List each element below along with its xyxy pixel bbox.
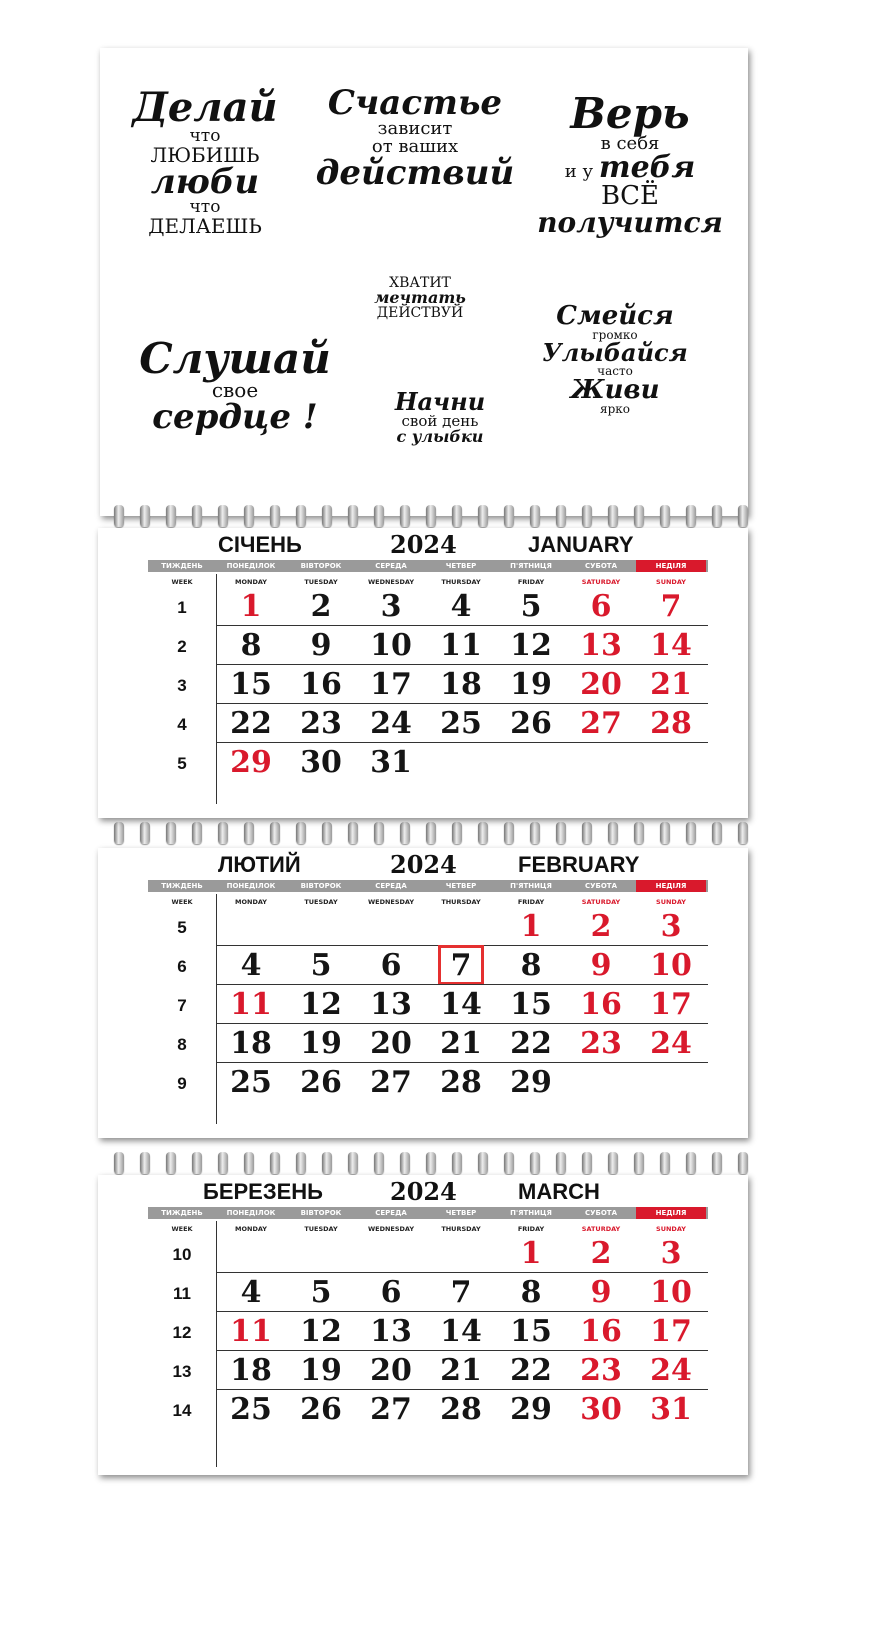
binding-ring xyxy=(504,822,514,844)
day-cell[interactable]: 10 xyxy=(650,1275,692,1310)
day-cell[interactable]: 24 xyxy=(650,1353,692,1388)
day-cell[interactable]: 14 xyxy=(440,1314,482,1349)
weekday-ua: НЕДІЛЯ xyxy=(636,560,706,572)
binding-ring xyxy=(374,1152,384,1174)
binding-ring xyxy=(114,822,124,844)
binding-ring xyxy=(608,1152,618,1174)
week-row xyxy=(148,744,708,782)
day-cell[interactable]: 11 xyxy=(230,1314,272,1349)
weekday-ua: ПОНЕДІЛОК xyxy=(226,562,276,570)
week-number: 14 xyxy=(172,1401,192,1420)
day-cell[interactable]: 7 xyxy=(660,589,682,624)
weekday-ua: ЧЕТВЕР xyxy=(445,1209,477,1217)
day-cell[interactable]: 6 xyxy=(380,1275,402,1310)
day-cell[interactable]: 5 xyxy=(310,1275,332,1310)
day-cell[interactable]: 31 xyxy=(650,1392,692,1427)
day-cell[interactable]: 30 xyxy=(300,745,342,780)
weekday-ua: НЕДІЛЯ xyxy=(636,880,706,892)
day-cell[interactable]: 12 xyxy=(300,987,342,1022)
weekday-ua: СЕРЕДА xyxy=(375,882,407,890)
binding-ring xyxy=(218,505,228,527)
week-number: 3 xyxy=(177,676,187,695)
day-cell[interactable]: 19 xyxy=(300,1026,342,1061)
week-row xyxy=(148,705,708,743)
day-cell[interactable]: 20 xyxy=(370,1026,412,1061)
week-number: 5 xyxy=(177,754,187,773)
day-cell[interactable]: 12 xyxy=(300,1314,342,1349)
binding-ring xyxy=(686,505,696,527)
week-number: 9 xyxy=(177,1074,187,1093)
week-number: 7 xyxy=(177,996,187,1015)
binding-ring xyxy=(556,822,566,844)
week-number: 5 xyxy=(177,918,187,937)
week-label-en: WEEK xyxy=(171,1225,193,1233)
week-row xyxy=(148,1274,708,1312)
binding-ring xyxy=(712,822,722,844)
weekday-en: SATURDAY xyxy=(581,898,621,906)
binding-ring xyxy=(166,822,176,844)
week-row xyxy=(148,1391,708,1429)
day-cell[interactable]: 2 xyxy=(590,909,612,944)
quote-listen-heart: Слушай свое сердце ! xyxy=(139,334,331,437)
weekday-ua: СЕРЕДА xyxy=(375,562,407,570)
day-cell[interactable]: 13 xyxy=(370,987,412,1022)
weekday-ua: ВІВТОРОК xyxy=(300,1209,342,1217)
binding-ring xyxy=(244,1152,254,1174)
month-year: 2024 xyxy=(390,530,457,559)
day-cell[interactable]: 9 xyxy=(590,1275,612,1310)
weekday-ua: ВІВТОРОК xyxy=(300,562,342,570)
day-cell[interactable]: 29 xyxy=(510,1065,552,1100)
weekday-ua: ЧЕТВЕР xyxy=(445,882,477,890)
row-divider xyxy=(216,1272,708,1273)
binding-ring xyxy=(556,1152,566,1174)
binding-ring xyxy=(348,505,358,527)
weekday-en: THURSDAY xyxy=(441,898,481,906)
weekday-ua: СЕРЕДА xyxy=(375,1209,407,1217)
day-cell[interactable]: 26 xyxy=(300,1065,342,1100)
day-cell[interactable]: 16 xyxy=(580,1314,622,1349)
weekday-ua: СУБОТА xyxy=(584,882,617,890)
week-row xyxy=(148,1235,708,1273)
day-cell[interactable]: 17 xyxy=(650,1314,692,1349)
week-number: 6 xyxy=(177,957,187,976)
binding-ring xyxy=(660,505,670,527)
month-block xyxy=(98,848,748,1138)
weekday-en: WEDNESDAY xyxy=(367,898,415,906)
quote-happiness: Счастье зависит от ваших действий xyxy=(315,83,515,193)
binding-ring xyxy=(296,822,306,844)
day-cell[interactable]: 27 xyxy=(370,1065,412,1100)
day-cell[interactable]: 6 xyxy=(590,589,612,624)
weekday-ua: П'ЯТНИЦЯ xyxy=(510,882,552,890)
day-cell[interactable]: 27 xyxy=(580,706,622,741)
day-cell[interactable]: 24 xyxy=(370,706,412,741)
day-cell[interactable]: 28 xyxy=(440,1392,482,1427)
binding-ring xyxy=(192,1152,202,1174)
row-divider xyxy=(216,984,708,985)
day-cell[interactable]: 3 xyxy=(380,589,402,624)
week-label-ua: ТИЖДЕНЬ xyxy=(161,1209,203,1217)
weekday-ua: П'ЯТНИЦЯ xyxy=(510,1209,552,1217)
binding-ring xyxy=(192,822,202,844)
binding-ring xyxy=(582,505,592,527)
weekday-ua: СУБОТА xyxy=(584,1209,617,1217)
binding-ring xyxy=(270,1152,280,1174)
day-cell[interactable]: 26 xyxy=(300,1392,342,1427)
week-label-en: WEEK xyxy=(171,898,193,906)
day-cell[interactable]: 18 xyxy=(230,1026,272,1061)
binding-ring xyxy=(400,1152,410,1174)
weekday-ua: СУБОТА xyxy=(584,562,617,570)
weekday-en: WEDNESDAY xyxy=(367,578,415,586)
quote-do-what-you-love: Делай что ЛЮБИШЬ люби что ДЕЛАЕШЬ xyxy=(132,84,278,238)
binding-ring xyxy=(426,822,436,844)
day-cell[interactable]: 23 xyxy=(300,706,342,741)
day-cell[interactable]: 5 xyxy=(520,589,542,624)
day-cell[interactable]: 8 xyxy=(520,1275,542,1310)
weekday-ua: П'ЯТНИЦЯ xyxy=(510,562,552,570)
week-row xyxy=(148,947,708,985)
weekday-en: FRIDAY xyxy=(517,578,545,586)
binding-ring xyxy=(530,1152,540,1174)
day-cell[interactable]: 4 xyxy=(450,589,472,624)
binding-ring xyxy=(634,505,644,527)
row-divider xyxy=(216,703,708,704)
day-cell[interactable]: 29 xyxy=(510,1392,552,1427)
quote-stop-dreaming: ХВАТИТ мечтать ДЕЙСТВУЙ xyxy=(374,275,466,321)
binding-ring xyxy=(478,505,488,527)
weekday-en: FRIDAY xyxy=(517,898,545,906)
day-cell[interactable]: 2 xyxy=(590,1236,612,1271)
day-cell[interactable]: 25 xyxy=(440,706,482,741)
binding-ring xyxy=(478,1152,488,1174)
binding-ring xyxy=(738,505,748,527)
week-number: 13 xyxy=(172,1362,192,1381)
week-label-en: WEEK xyxy=(171,578,193,586)
binding-ring xyxy=(140,505,150,527)
month-block xyxy=(98,1175,748,1475)
day-cell[interactable]: 4 xyxy=(240,948,262,983)
binding-ring xyxy=(530,822,540,844)
binding-ring xyxy=(374,505,384,527)
day-cell[interactable]: 6 xyxy=(380,948,402,983)
spiral-binding xyxy=(108,822,748,848)
weekday-ua: НЕДІЛЯ xyxy=(636,1207,706,1219)
binding-ring xyxy=(504,505,514,527)
day-cell[interactable]: 23 xyxy=(580,1026,622,1061)
weekday-ua: ВІВТОРОК xyxy=(300,882,342,890)
binding-ring xyxy=(582,822,592,844)
weekday-en: SUNDAY xyxy=(656,898,686,906)
binding-ring xyxy=(608,505,618,527)
day-cell[interactable]: 26 xyxy=(510,706,552,741)
day-cell[interactable]: 22 xyxy=(510,1353,552,1388)
binding-ring xyxy=(270,822,280,844)
weekday-en: TUESDAY xyxy=(304,1225,338,1233)
week-row xyxy=(148,1352,708,1390)
binding-ring xyxy=(686,822,696,844)
week-row xyxy=(148,1313,708,1351)
month-name-en: JANUARY xyxy=(528,532,634,557)
binding-ring xyxy=(660,822,670,844)
binding-ring xyxy=(270,505,280,527)
weekday-en: SATURDAY xyxy=(581,578,621,586)
quote-laugh: Смейся громко Улыбайся часто Живи ярко xyxy=(542,301,688,416)
binding-ring xyxy=(348,1152,358,1174)
day-cell[interactable]: 15 xyxy=(510,987,552,1022)
binding-ring xyxy=(244,505,254,527)
weekday-en: TUESDAY xyxy=(304,898,338,906)
row-divider xyxy=(216,1062,708,1063)
week-row xyxy=(148,1025,708,1063)
binding-ring xyxy=(322,505,332,527)
binding-ring xyxy=(374,822,384,844)
day-cell[interactable]: 25 xyxy=(230,1392,272,1427)
binding-ring xyxy=(556,505,566,527)
day-cell[interactable]: 14 xyxy=(650,628,692,663)
weekday-en: THURSDAY xyxy=(441,578,481,586)
quotes-panel xyxy=(100,48,748,516)
day-cell[interactable]: 28 xyxy=(650,706,692,741)
day-cell[interactable]: 2 xyxy=(310,589,332,624)
day-cell[interactable]: 21 xyxy=(440,1026,482,1061)
binding-ring xyxy=(452,505,462,527)
day-cell[interactable]: 8 xyxy=(240,628,262,663)
day-cell[interactable]: 8 xyxy=(520,948,542,983)
week-number: 1 xyxy=(177,598,187,617)
day-cell[interactable]: 1 xyxy=(520,909,542,944)
day-cell[interactable]: 21 xyxy=(650,667,692,702)
day-cell[interactable]: 25 xyxy=(230,1065,272,1100)
day-cell[interactable]: 18 xyxy=(230,1353,272,1388)
binding-ring xyxy=(634,1152,644,1174)
selected-day-highlight xyxy=(438,945,484,985)
month-header xyxy=(98,848,748,878)
day-cell[interactable]: 3 xyxy=(660,1236,682,1271)
weekday-en: MONDAY xyxy=(235,1225,267,1233)
binding-ring xyxy=(166,1152,176,1174)
day-cell[interactable]: 20 xyxy=(580,667,622,702)
month-year: 2024 xyxy=(390,850,457,879)
quote-believe: Верь в себя и у тебя ВСЁ получится xyxy=(537,89,723,239)
weekday-en: MONDAY xyxy=(235,898,267,906)
weekday-en: SUNDAY xyxy=(656,578,686,586)
day-cell[interactable]: 16 xyxy=(580,987,622,1022)
week-number: 8 xyxy=(177,1035,187,1054)
weekday-header-ua xyxy=(148,880,708,892)
day-cell[interactable]: 13 xyxy=(580,628,622,663)
day-cell[interactable]: 24 xyxy=(650,1026,692,1061)
week-label-ua: ТИЖДЕНЬ xyxy=(161,882,203,890)
weekday-en: TUESDAY xyxy=(304,578,338,586)
day-cell[interactable]: 10 xyxy=(370,628,412,663)
day-cell[interactable]: 1 xyxy=(240,589,262,624)
binding-ring xyxy=(400,822,410,844)
binding-ring xyxy=(140,1152,150,1174)
row-divider xyxy=(216,1389,708,1390)
binding-ring xyxy=(400,505,410,527)
row-divider xyxy=(216,1350,708,1351)
month-name-ua: БЕРЕЗЕНЬ xyxy=(203,1179,323,1204)
month-name-en: FEBRUARY xyxy=(518,852,640,877)
day-cell[interactable]: 9 xyxy=(590,948,612,983)
day-cell[interactable]: 7 xyxy=(450,1275,472,1310)
week-row xyxy=(148,588,708,626)
binding-ring xyxy=(426,505,436,527)
day-cell[interactable]: 21 xyxy=(440,1353,482,1388)
weekday-en: FRIDAY xyxy=(517,1225,545,1233)
binding-ring xyxy=(114,505,124,527)
week-row xyxy=(148,908,708,946)
binding-ring xyxy=(634,822,644,844)
day-cell[interactable]: 30 xyxy=(580,1392,622,1427)
weekday-en: SUNDAY xyxy=(656,1225,686,1233)
binding-ring xyxy=(452,822,462,844)
day-cell[interactable]: 15 xyxy=(510,1314,552,1349)
day-cell[interactable]: 28 xyxy=(440,1065,482,1100)
day-cell[interactable]: 3 xyxy=(660,909,682,944)
weekday-en: WEDNESDAY xyxy=(367,1225,415,1233)
binding-ring xyxy=(218,1152,228,1174)
day-cell[interactable]: 12 xyxy=(510,628,552,663)
week-number: 12 xyxy=(172,1323,192,1342)
day-cell[interactable]: 9 xyxy=(310,628,332,663)
binding-ring xyxy=(114,1152,124,1174)
week-row xyxy=(148,627,708,665)
binding-ring xyxy=(738,1152,748,1174)
quote-start-day: Начни свой день с улыбки xyxy=(394,387,486,446)
binding-ring xyxy=(712,1152,722,1174)
day-cell[interactable]: 22 xyxy=(230,706,272,741)
week-label-ua: ТИЖДЕНЬ xyxy=(161,562,203,570)
day-cell[interactable]: 17 xyxy=(370,667,412,702)
day-cell[interactable]: 10 xyxy=(650,948,692,983)
day-cell[interactable]: 11 xyxy=(440,628,482,663)
binding-ring xyxy=(296,1152,306,1174)
day-cell[interactable]: 17 xyxy=(650,987,692,1022)
week-row xyxy=(148,1064,708,1102)
day-cell[interactable]: 27 xyxy=(370,1392,412,1427)
month-year: 2024 xyxy=(390,1177,457,1206)
day-cell[interactable]: 22 xyxy=(510,1026,552,1061)
month-header xyxy=(98,528,748,558)
binding-ring xyxy=(530,505,540,527)
binding-ring xyxy=(322,1152,332,1174)
day-cell[interactable]: 11 xyxy=(230,987,272,1022)
day-cell[interactable]: 19 xyxy=(300,1353,342,1388)
day-cell[interactable]: 31 xyxy=(370,745,412,780)
binding-ring xyxy=(452,1152,462,1174)
week-row xyxy=(148,666,708,704)
weekday-en: SATURDAY xyxy=(581,1225,621,1233)
binding-ring xyxy=(582,1152,592,1174)
month-name-ua: ЛЮТИЙ xyxy=(218,852,301,877)
binding-ring xyxy=(140,822,150,844)
day-cell[interactable]: 13 xyxy=(370,1314,412,1349)
binding-ring xyxy=(504,1152,514,1174)
month-block xyxy=(98,528,748,818)
month-name-en: MARCH xyxy=(518,1179,600,1204)
day-cell[interactable]: 7 xyxy=(450,948,472,983)
binding-ring xyxy=(296,505,306,527)
month-name-ua: СІЧЕНЬ xyxy=(218,532,302,557)
day-cell[interactable]: 29 xyxy=(230,745,272,780)
day-cell[interactable]: 18 xyxy=(440,667,482,702)
week-number: 11 xyxy=(173,1284,191,1303)
day-cell[interactable]: 14 xyxy=(440,987,482,1022)
month-header xyxy=(98,1175,748,1205)
binding-ring xyxy=(426,1152,436,1174)
weekday-header-ua xyxy=(148,1207,708,1219)
binding-ring xyxy=(218,822,228,844)
row-divider xyxy=(216,664,708,665)
week-row xyxy=(148,986,708,1024)
weekday-en: THURSDAY xyxy=(441,1225,481,1233)
day-cell[interactable]: 16 xyxy=(300,667,342,702)
week-number: 10 xyxy=(172,1245,192,1264)
day-cell[interactable]: 20 xyxy=(370,1353,412,1388)
row-divider xyxy=(216,1311,708,1312)
binding-ring xyxy=(192,505,202,527)
binding-ring xyxy=(686,1152,696,1174)
row-divider xyxy=(216,625,708,626)
binding-ring xyxy=(478,822,488,844)
day-cell[interactable]: 1 xyxy=(520,1236,542,1271)
week-number: 2 xyxy=(177,637,187,656)
binding-ring xyxy=(166,505,176,527)
row-divider xyxy=(216,1023,708,1024)
weekday-ua: ПОНЕДІЛОК xyxy=(226,882,276,890)
binding-ring xyxy=(738,822,748,844)
day-cell[interactable]: 23 xyxy=(580,1353,622,1388)
weekday-header-ua xyxy=(148,560,708,572)
binding-ring xyxy=(322,822,332,844)
week-number: 4 xyxy=(177,715,187,734)
binding-ring xyxy=(712,505,722,527)
weekday-en: MONDAY xyxy=(235,578,267,586)
day-cell[interactable]: 5 xyxy=(310,948,332,983)
row-divider xyxy=(216,742,708,743)
day-cell[interactable]: 19 xyxy=(510,667,552,702)
day-cell[interactable]: 4 xyxy=(240,1275,262,1310)
weekday-ua: ПОНЕДІЛОК xyxy=(226,1209,276,1217)
day-cell[interactable]: 15 xyxy=(230,667,272,702)
binding-ring xyxy=(660,1152,670,1174)
binding-ring xyxy=(244,822,254,844)
binding-ring xyxy=(608,822,618,844)
weekday-ua: ЧЕТВЕР xyxy=(445,562,477,570)
binding-ring xyxy=(348,822,358,844)
